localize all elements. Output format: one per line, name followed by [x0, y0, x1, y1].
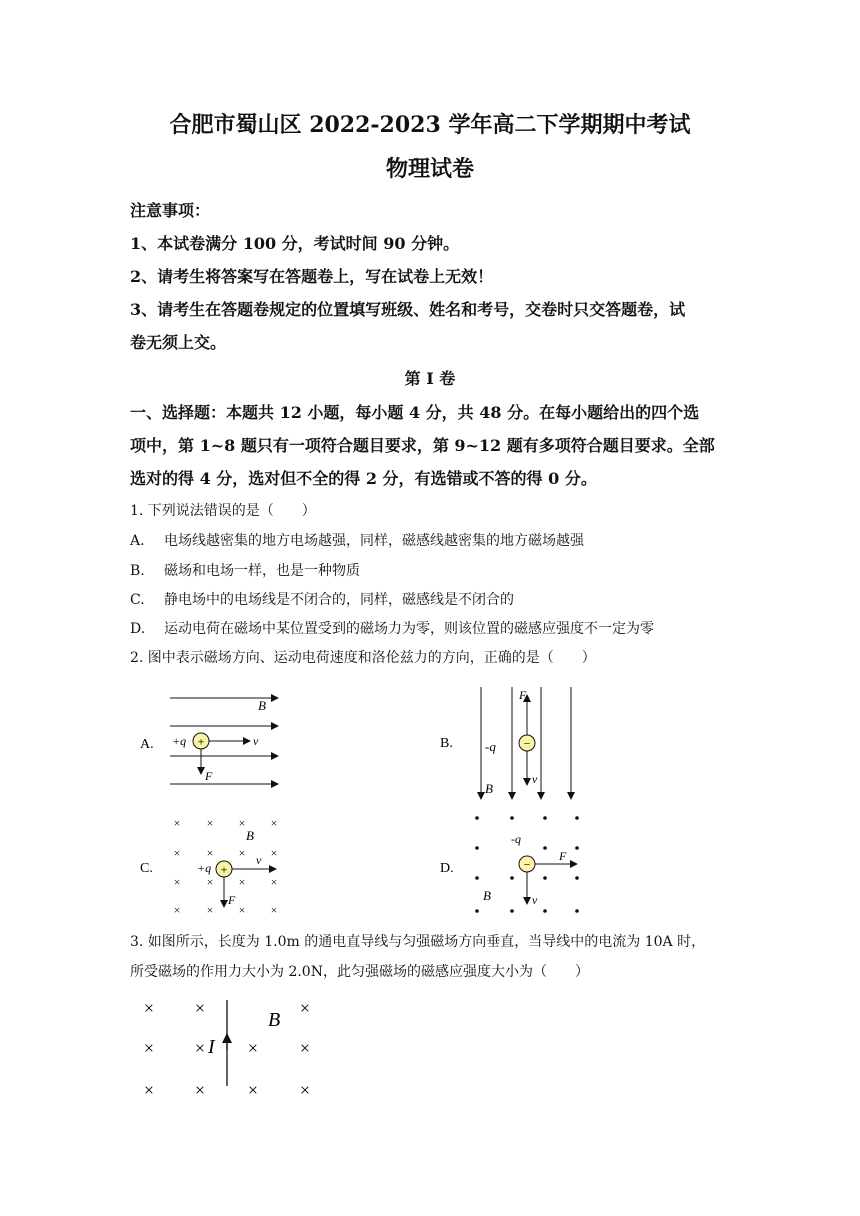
q1-stem: 1. 下列说法错误的是（ ）: [130, 503, 316, 519]
option-letter: D.: [130, 621, 146, 637]
charge-sign: −: [523, 736, 531, 751]
field-cross-icon: ×: [143, 1038, 155, 1058]
exam-title: 合肥市蜀山区 2022-2023 学年高二下学期期中考试: [169, 112, 691, 138]
field-cross-icon: ×: [270, 875, 278, 889]
field-cross-icon: ×: [238, 846, 246, 860]
charge-sign: +: [220, 862, 228, 877]
field-cross-icon: ×: [194, 998, 206, 1018]
charge-sign: +: [197, 734, 205, 749]
q3-stem-line2: 所受磁场的作用力大小为 2.0N，此匀强磁场的磁感应强度大小为（ ）: [130, 964, 589, 980]
q1-option-a: [130, 530, 740, 550]
field-dot-icon: [543, 909, 547, 913]
field-cross-icon: ×: [270, 903, 278, 917]
field-dot-icon: [510, 816, 514, 820]
b-label: B: [485, 781, 493, 796]
field-dot-icon: [575, 876, 579, 880]
field-cross-icon: ×: [238, 903, 246, 917]
field-cross-icon: ×: [270, 846, 278, 860]
figure-letter: C.: [140, 861, 153, 876]
option-text: 运动电荷在磁场中某位置受到的磁场力为零，则该位置的磁感应强度不一定为零: [164, 621, 654, 637]
option-letter: C.: [130, 592, 145, 608]
field-cross-icon: ×: [299, 1038, 311, 1058]
notice-item-3-cont: 卷无须上交。: [130, 333, 227, 352]
field-dot-icon: [475, 909, 479, 913]
field-cross-icon: ×: [143, 1080, 155, 1100]
charge-label: +q: [197, 861, 212, 875]
q1-option-d: [130, 618, 740, 638]
charge-label: -q: [485, 739, 496, 754]
field-dot-icon: [475, 846, 479, 850]
v-label: v: [253, 734, 259, 748]
field-dot-icon: [475, 876, 479, 880]
q1-option-b: [130, 560, 740, 580]
figure-letter: B.: [440, 736, 453, 751]
field-cross-icon: ×: [247, 1080, 259, 1100]
notice-item-2: 2、请考生将答案写在答题卷上，写在试卷上无效！: [130, 267, 494, 286]
field-cross-icon: ×: [173, 875, 181, 889]
notice-heading: 注意事项：: [130, 201, 211, 220]
q3-stem-line1: 3. 如图所示，长度为 1.0m 的通电直导线与匀强磁场方向垂直，当导线中的电流为 10A 时，: [130, 934, 706, 950]
field-dot-icon: [543, 816, 547, 820]
field-cross-icon: ×: [206, 903, 214, 917]
field-cross-icon: ×: [173, 903, 181, 917]
exam-subtitle: 物理试卷: [385, 156, 474, 182]
field-cross-icon: ×: [270, 816, 278, 830]
f-label: F: [519, 688, 527, 702]
charge-sign: −: [523, 857, 531, 872]
field-cross-icon: ×: [206, 816, 214, 830]
q1-option-c: [130, 589, 740, 609]
option-letter: A.: [130, 533, 145, 549]
q2-figure-c: [130, 812, 290, 918]
field-dot-icon: [510, 909, 514, 913]
b-label: B: [246, 828, 254, 843]
q3-figure: [130, 990, 330, 1100]
charge-label: +q: [172, 734, 187, 748]
v-label: v: [532, 772, 538, 786]
q2-figure-a: [130, 688, 290, 788]
field-cross-icon: ×: [238, 816, 246, 830]
field-cross-icon: ×: [247, 1038, 259, 1058]
b-label: B: [268, 1009, 281, 1031]
f-label: F: [559, 849, 567, 863]
notice-item-3: 3、请考生在答题卷规定的位置填写班级、姓名和考号，交卷时只交答题卷，试: [130, 300, 686, 319]
option-text: 磁场和电场一样，也是一种物质: [164, 563, 360, 579]
option-text: 电场线越密集的地方电场越强，同样，磁感线越密集的地方磁场越强: [164, 533, 584, 549]
section-label: 第 I 卷: [404, 369, 456, 388]
field-cross-icon: ×: [194, 1038, 206, 1058]
option-text: 静电场中的电场线是不闭合的，同样，磁感线是不闭合的: [164, 592, 514, 608]
f-label: F: [228, 893, 236, 907]
notice-item-1: 1、本试卷满分 100 分，考试时间 90 分钟。: [130, 234, 460, 253]
charge-label: -q: [511, 832, 521, 846]
figure-letter: A.: [140, 737, 154, 752]
field-cross-icon: ×: [238, 875, 246, 889]
current-label: I: [208, 1036, 215, 1058]
field-dot-icon: [475, 816, 479, 820]
option-letter: B.: [130, 563, 145, 579]
b-label: B: [258, 698, 266, 713]
section-instructions-2: 项中，第 1~8 题只有一项符合题目要求，第 9~12 题有多项符合题目要求。全部: [130, 436, 715, 455]
field-cross-icon: ×: [206, 875, 214, 889]
q2-stem: 2. 图中表示磁场方向、运动电荷速度和洛伦兹力的方向，正确的是（ ）: [130, 650, 596, 666]
b-label: B: [483, 888, 491, 903]
field-dot-icon: [543, 876, 547, 880]
v-label: v: [532, 893, 538, 907]
field-cross-icon: ×: [206, 846, 214, 860]
field-dot-icon: [510, 876, 514, 880]
q2-figure-d: [435, 810, 595, 920]
field-dot-icon: [575, 909, 579, 913]
field-cross-icon: ×: [299, 998, 311, 1018]
field-cross-icon: ×: [194, 1080, 206, 1100]
field-cross-icon: ×: [299, 1080, 311, 1100]
field-dot-icon: [543, 846, 547, 850]
f-label: F: [205, 769, 213, 783]
section-instructions-1: 一、选择题：本题共 12 小题，每小题 4 分，共 48 分。在每小题给出的四个选: [130, 403, 700, 422]
figure-letter: D.: [440, 861, 454, 876]
field-dot-icon: [575, 846, 579, 850]
field-dot-icon: [575, 816, 579, 820]
v-label: v: [256, 853, 262, 867]
section-instructions-3: 选对的得 4 分，选对但不全的得 2 分，有选错或不答的得 0 分。: [130, 469, 597, 488]
field-cross-icon: ×: [173, 846, 181, 860]
field-cross-icon: ×: [143, 998, 155, 1018]
q2-figure-b: [435, 685, 595, 803]
field-cross-icon: ×: [173, 816, 181, 830]
